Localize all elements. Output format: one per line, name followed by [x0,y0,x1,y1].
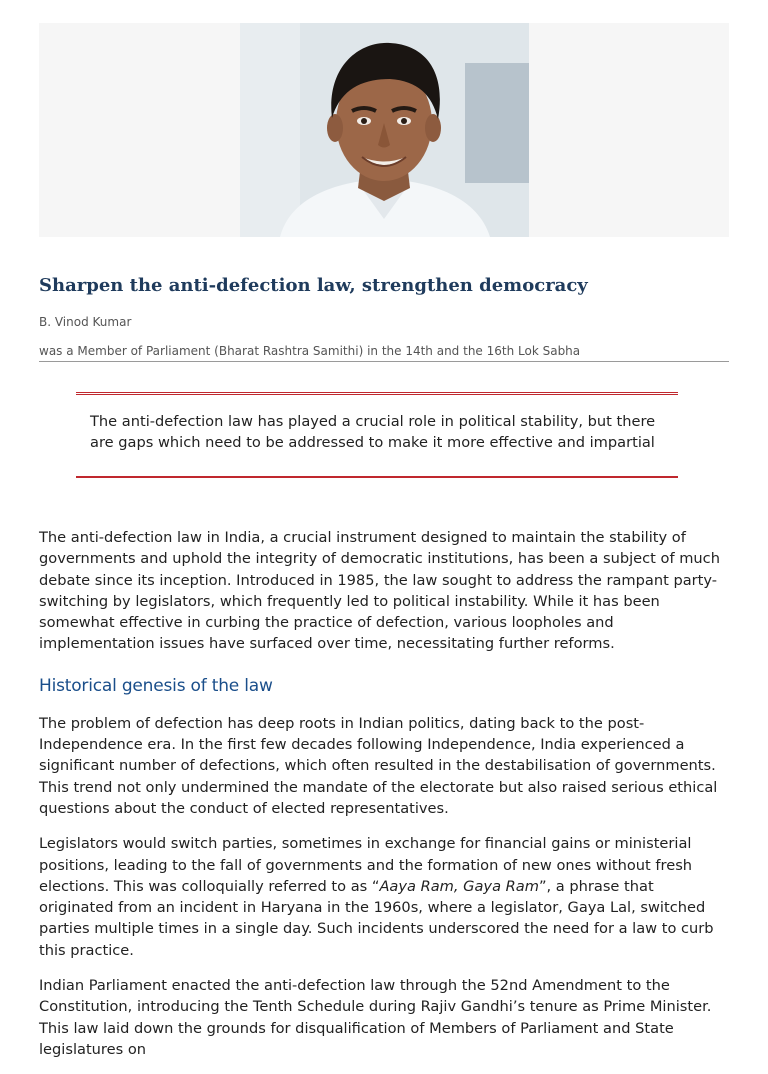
article-body [39,527,729,1060]
author-portrait [240,23,529,237]
paragraph-text: Legislators would switch parties, sometimes in exchange for financial gains or ministerial positions, leading to the fall of governments and the formation of new ones without fresh elections. This was colloquially referred to as “ [39,835,693,895]
section-heading: Historical genesis of the law [39,675,273,696]
paragraph [39,833,729,961]
paragraph: The problem of defection has deep roots in Indian politics, dating back to the post-Independence era. In the first few decades following Independence, India experienced a significant number of defections, which often resulted in the destabilisation of governments. This trend not only undermined the mandate of the electorate but also raised serious ethical questions about the conduct of elected representatives. [39,714,718,817]
paragraph: Indian Parliament enacted the anti-defection law through the 52nd Amendment to the Constitution, introducing the Tenth Schedule during Rajiv Gandhi’s tenure as Prime Minister. This law laid down the grounds for disqualification of Members of Parliament and State legislatures on [39,977,712,1058]
article-headline: Sharpen the anti-defection law, strengthen democracy [39,275,588,296]
article [39,23,729,1074]
paragraph-text: ”, a phrase that originated from an incident in Haryana in the 1960s, where a legislator, Gaya Lal, switched parties multiple times in a single day. Such incidents underscored the need for a law to curb this practice. [39,877,714,959]
author-bio: was a Member of Parliament (Bharat Rashtra Samithi) in the 14th and the 16th Lok Sabha [39,343,729,362]
paragraph: The anti-defection law in India, a crucial instrument designed to maintain the stability of governments and uphold the integrity of democratic institutions, has been a subject of much debate since its inception. Introduced in 1985, the law sought to address the rampant party-switching by legislators, which frequently led to political instability. While it has been somewhat effective in curbing the practice of defection, various loopholes and implementation issues have surfaced over time, necessitating further reforms. [39,529,720,653]
pullquote: The anti-defection law has played a crucial role in political stability, but there are gaps which need to be addressed to make it more effective and impartial [76,392,678,478]
author-name[interactable]: B. Vinod Kumar [39,315,132,329]
italic-phrase: Aaya Ram, Gaya Ram [379,877,539,895]
hero-image-area [39,23,729,237]
